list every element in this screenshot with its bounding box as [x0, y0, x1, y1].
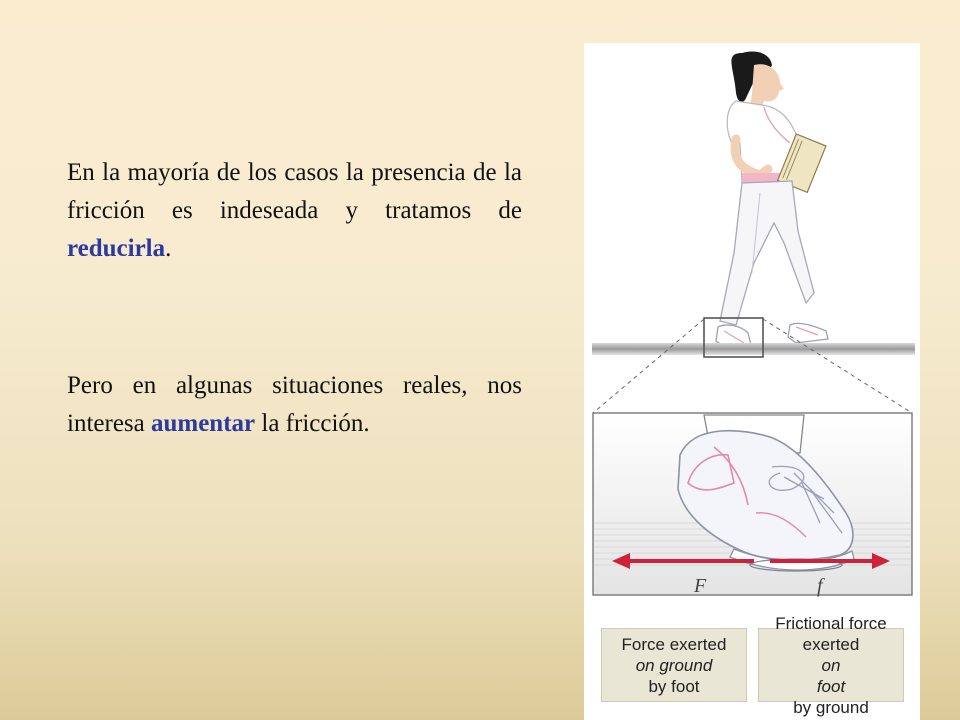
caption-right-line2-b: on — [821, 655, 841, 675]
para1-highlight: reducirla — [67, 235, 166, 262]
caption-right-line3-a: foot — [816, 676, 846, 696]
para2-highlight: aumentar — [150, 410, 256, 437]
caption-left-line1: Force exerted — [621, 634, 727, 654]
zoom-line-right — [763, 319, 912, 413]
force-F-label: F — [694, 575, 707, 597]
caption-right-line3-b: by ground — [793, 697, 869, 717]
caption-frictional-force — [758, 613, 904, 717]
zoom-line-left — [593, 319, 704, 413]
walking-woman — [716, 52, 828, 350]
caption-right-line2-a: exerted — [802, 634, 860, 654]
walking-friction-figure — [584, 43, 920, 720]
caption-left-line3: by foot — [648, 676, 700, 696]
force-f-label: f — [817, 575, 823, 597]
caption-right-line1: Frictional force — [775, 613, 887, 633]
caption-force-on-ground — [601, 628, 747, 702]
paragraph-reduce-friction — [67, 154, 522, 268]
caption-left-line2: on ground — [635, 655, 713, 675]
para1-end: . — [165, 235, 172, 262]
caption-right-line3 — [759, 676, 903, 718]
para2-end: la fricción. — [255, 410, 370, 437]
caption-right-line2 — [759, 634, 903, 676]
floor-bar — [592, 343, 915, 355]
para2-text: Pero en algunas situaciones reales, nos interesa — [67, 372, 522, 437]
para1-text: En la mayoría de los casos la presencia de la fricción es indeseada y tratamos de — [67, 159, 522, 224]
paragraph-increase-friction — [67, 367, 522, 443]
